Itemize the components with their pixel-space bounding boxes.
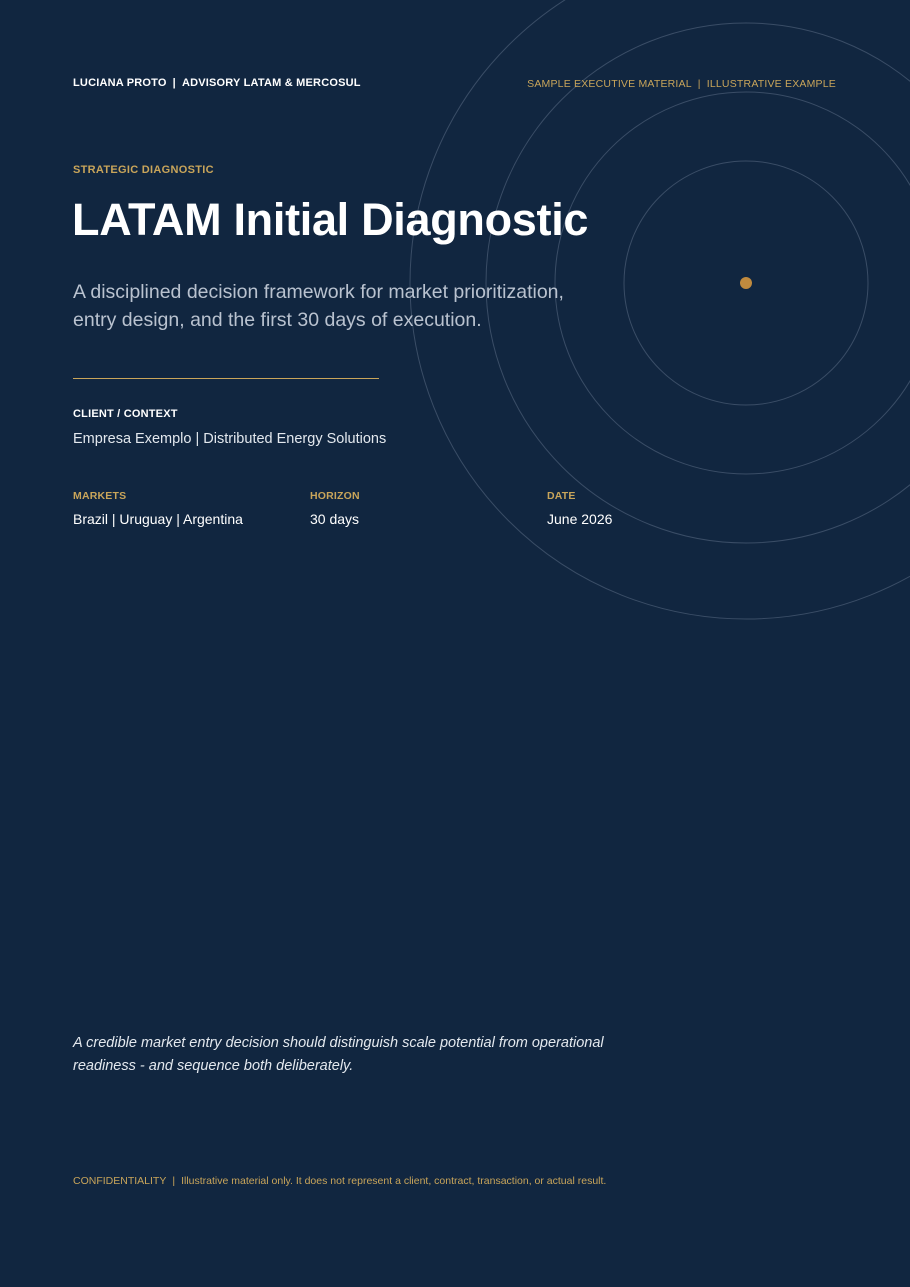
author-name: LUCIANA PROTO (73, 77, 167, 89)
ring-medium (555, 92, 910, 474)
confidentiality-text: Illustrative material only. It does not represent a client, contract, transaction, or actual result. (181, 1175, 607, 1187)
markets-label: MARKETS (73, 490, 127, 502)
ring-inner (624, 161, 868, 405)
date-value: June 2026 (547, 511, 613, 527)
confidentiality-footer (73, 1175, 606, 1187)
material-note-line (527, 78, 836, 90)
date-block (547, 490, 612, 527)
center-dot-icon (740, 277, 752, 289)
page-subtitle: A disciplined decision framework for market prioritization, entry design, and the first 30 days of execution. (73, 281, 564, 331)
eyebrow-label: STRATEGIC DIAGNOSTIC (73, 164, 214, 176)
material-type: SAMPLE EXECUTIVE MATERIAL (527, 78, 692, 90)
confidentiality-label: CONFIDENTIALITY (73, 1175, 167, 1187)
closing-quote: A credible market entry decision should distinguish scale potential from operational readiness - and sequence both deliberately. (73, 1035, 604, 1074)
page-title: LATAM Initial Diagnostic (72, 194, 589, 245)
author-practice-line (73, 77, 361, 89)
material-separator: | (697, 78, 701, 90)
practice-name: ADVISORY LATAM & MERCOSUL (181, 77, 361, 89)
header-separator: | (172, 77, 176, 89)
date-label: DATE (547, 490, 576, 502)
markets-block (73, 490, 243, 527)
gold-divider (73, 378, 379, 379)
markets-value: Brazil | Uruguay | Argentina (73, 511, 243, 527)
client-context-value: Empresa Exemplo | Distributed Energy Solutions (73, 431, 387, 447)
horizon-value: 30 days (310, 511, 360, 527)
client-context-label: CLIENT / CONTEXT (73, 408, 178, 420)
horizon-label: HORIZON (310, 490, 360, 502)
horizon-block (310, 490, 360, 527)
footer-separator: | (172, 1175, 176, 1187)
example-note: ILLUSTRATIVE EXAMPLE (706, 78, 836, 90)
